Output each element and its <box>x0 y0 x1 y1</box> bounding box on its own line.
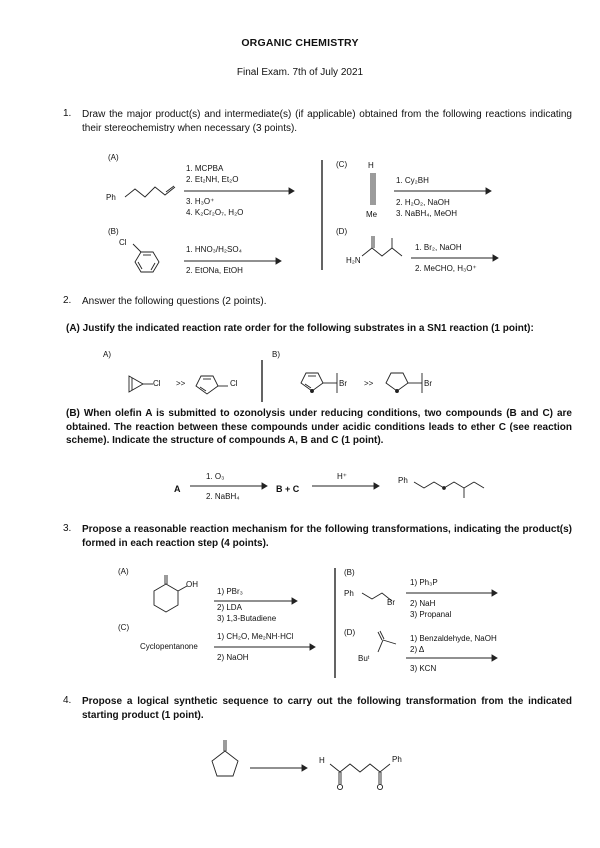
q1-c-label: (C) <box>336 160 348 169</box>
q2-scheme-arrow-2 <box>312 482 382 490</box>
q2-a-label: A) <box>103 350 111 359</box>
q2-b-br-1: Br <box>339 379 347 388</box>
page-title: ORGANIC CHEMISTRY <box>241 37 359 49</box>
q2-partb-text: (B) When olefin A is submitted to ozonolysis under reducing conditions, two compounds (B and C) are obtained. The reaction between these compounds under acidic conditions leads to ether C (see reaction scheme). Indicate the structure of compounds A, B and C (1 point). <box>66 408 572 446</box>
q3-d-structure <box>368 628 408 668</box>
q2-ether-structure <box>410 470 500 500</box>
q3-b-reagent-2: 2) NaH <box>410 599 436 608</box>
q2-a-order: >> <box>176 379 186 388</box>
q1-c-alkyne <box>368 173 378 207</box>
q2-intro: Answer the following questions (2 points). <box>82 296 267 307</box>
q3-c-reagent-2: 2) NaOH <box>217 653 249 662</box>
q1-d-reagent-2: 2. MeCHO, H₃O⁺ <box>415 264 477 273</box>
q3-b-ph: Ph <box>344 589 354 598</box>
q1-c-reagent-2: 2. H₂O₂, NaOH <box>396 198 450 207</box>
q4-text: Propose a logical synthetic sequence to carry out the following transformation from the indicated starting product (1 point). <box>82 696 572 721</box>
q1-c-h: H <box>368 161 374 170</box>
q1-b-arrow <box>184 257 284 265</box>
q3-d-reagent-3: 3) KCN <box>410 664 437 673</box>
q1-a-arrow <box>184 187 294 195</box>
q3-divider <box>333 568 337 678</box>
q4-ph: Ph <box>392 755 402 764</box>
q1-b-label: (B) <box>108 227 119 236</box>
q1-d-h2n: H₂N <box>346 256 361 265</box>
q1-a-reagent-2: 2. Et₂NH, Et₂O <box>186 175 239 184</box>
q3-c-reagent-1: 1) CH₂O, Me₂NH·HCl <box>217 632 294 641</box>
q3-b-reagent-3: 3) Propanal <box>410 610 452 619</box>
q3-d-reagent-2: 2) Δ <box>410 645 425 654</box>
q1-a-ph: Ph <box>106 193 116 202</box>
q3-a-reagent-1: 1) PBr₃ <box>217 587 243 596</box>
q1-b-cl: Cl <box>119 238 127 247</box>
q3-c-start: Cyclopentanone <box>140 642 198 651</box>
q3-text: Propose a reasonable reaction mechanism for the following transformations, indicating the product(s) formed in each reaction step (4 points). <box>82 524 572 549</box>
q2-b-label: B) <box>272 350 280 359</box>
q2-a-cl-1: Cl <box>153 379 161 388</box>
q2-scheme-ph: Ph <box>398 476 408 485</box>
q3-c-arrow <box>214 643 319 651</box>
q2-number: 2. <box>63 295 72 306</box>
q1-text: Draw the major product(s) and intermediate(s) (if applicable) obtained from the following reactions indicating their stereochemistry when necessary (3 points). <box>82 109 572 134</box>
q2-scheme-products: B + C <box>276 484 300 494</box>
q1-d-structure <box>348 232 418 272</box>
q3-d-arrow <box>406 654 501 662</box>
q1-a-label: (A) <box>108 153 119 162</box>
q1-b-benzene <box>125 240 175 280</box>
q2-b-order: >> <box>364 379 374 388</box>
q1-c-reagent-1: 1. Cy₂BH <box>396 176 429 185</box>
q3-b-arrow <box>406 589 501 597</box>
q1-b-reagent-2: 2. EtONa, EtOH <box>186 266 243 275</box>
q1-c-me: Me <box>366 210 378 219</box>
q3-b-br: Br <box>387 598 395 607</box>
q2-parta-text: (A) Justify the indicated reaction rate order for the following substrates in a SN1 reaction (1 point): <box>66 323 534 334</box>
q2-scheme-acid: H⁺ <box>337 472 347 481</box>
q3-d-but: Buᵗ <box>358 654 370 663</box>
exam-date: Final Exam. 7th of July 2021 <box>236 67 364 78</box>
q1-b-reagent-1: 1. HNO₃/H₂SO₄ <box>186 245 242 254</box>
q1-c-reagent-3: 3. NaBH₄, MeOH <box>396 209 458 218</box>
q4-h: H <box>319 756 325 765</box>
q3-b-reagent-1: 1) Ph₃P <box>410 578 438 587</box>
q1-d-reagent-1: 1. Br₂, NaOH <box>415 243 462 252</box>
q2-b-br-2: Br <box>424 379 432 388</box>
q3-a-reagent-3: 3) 1,3-Butadiene <box>217 614 277 623</box>
q4-number: 4. <box>63 695 72 706</box>
q3-a-oh: OH <box>186 580 198 589</box>
q3-number: 3. <box>63 523 72 534</box>
q1-d-label: (D) <box>336 227 348 236</box>
q2-a-cyclopentadiene <box>190 370 235 400</box>
q3-c-label: (C) <box>118 623 130 632</box>
q1-number: 1. <box>63 108 72 119</box>
q3-a-label: (A) <box>118 567 129 576</box>
q1-divider <box>320 160 324 270</box>
q3-a-reagent-2: 2) LDA <box>217 603 242 612</box>
q1-a-reagent-1: 1. MCPBA <box>186 164 224 173</box>
q4-cyclopentanone <box>205 737 245 787</box>
q2-divider <box>260 360 264 402</box>
q1-a-reagent-3: 3. H₃O⁺ <box>186 197 215 206</box>
q1-a-reagent-4: 4. K₂Cr₂O₇, H₂O <box>186 208 244 217</box>
q2-a-cl-2: Cl <box>230 379 238 388</box>
q1-d-arrow <box>411 254 501 262</box>
q3-d-reagent-1: 1) Benzaldehyde, NaOH <box>410 634 497 643</box>
q2-scheme-reagent-1: 1. O₃ <box>206 472 225 481</box>
q1-c-arrow <box>394 187 494 195</box>
q2-scheme-reagent-2: 2. NaBH₄ <box>206 492 240 501</box>
q2-scheme-arrow-1 <box>190 482 270 490</box>
q2-scheme-a: A <box>174 484 181 494</box>
q4-arrow <box>250 764 310 772</box>
q3-b-label: (B) <box>344 568 355 577</box>
q3-d-label: (D) <box>344 628 356 637</box>
